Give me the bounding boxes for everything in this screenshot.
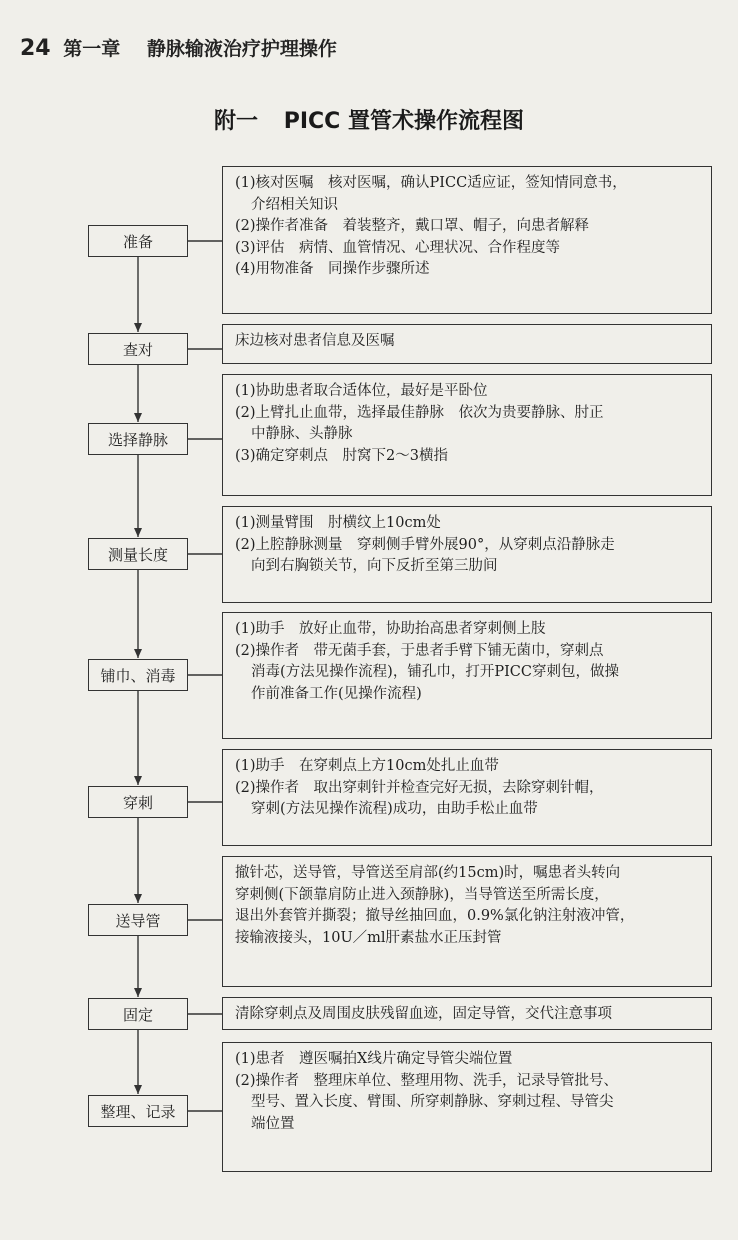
step-label: 测量长度 xyxy=(107,545,168,564)
step-box xyxy=(88,998,188,1030)
step-box xyxy=(88,904,188,936)
step-box xyxy=(88,1095,188,1127)
step-detail-box xyxy=(222,856,712,987)
step-box xyxy=(88,786,188,818)
detail-line: (2)操作者 取出穿刺针并检查完好无损，去除穿刺针帽， xyxy=(235,779,604,796)
detail-line: (3)确定穿刺点 肘窝下2～3横指 xyxy=(235,447,448,464)
step-box xyxy=(88,423,188,455)
detail-line: 床边核对患者信息及医嘱 xyxy=(235,333,395,349)
detail-line: 介绍相关知识 xyxy=(251,196,338,213)
step-box xyxy=(88,659,188,691)
chapter-label: 第一章 xyxy=(63,38,121,60)
step-label: 准备 xyxy=(122,232,153,251)
detail-line: 作前准备工作(见操作流程) xyxy=(251,685,422,702)
detail-line: (1)患者 遵医嘱拍X线片确定导管尖端位置 xyxy=(235,1051,513,1067)
step-label: 查对 xyxy=(122,340,153,359)
step-detail-box xyxy=(222,374,712,496)
detail-line: (4)用物准备 同操作步骤所述 xyxy=(235,261,430,277)
step-detail-box xyxy=(222,997,712,1030)
detail-line: (2)操作者 整理床单位、整理用物、洗手，记录导管批号、 xyxy=(235,1072,619,1089)
detail-line: (2)上臂扎止血带，选择最佳静脉 依次为贵要静脉、肘正 xyxy=(235,404,604,421)
detail-line: 清除穿刺点及周围皮肤残留血迹，固定导管，交代注意事项 xyxy=(235,1006,612,1022)
detail-line: (2)操作者准备 着装整齐，戴口罩、帽子，向患者解释 xyxy=(235,218,590,234)
step-box xyxy=(88,538,188,570)
detail-line: 撤针芯，送导管，导管送至肩部(约15cm)时，嘱患者头转向 xyxy=(235,865,621,881)
detail-line: 端位置 xyxy=(251,1115,295,1132)
detail-line: 向到右胸锁关节，向下反折至第三肋间 xyxy=(251,558,498,574)
page-number: 24 xyxy=(20,36,51,61)
detail-line: 接输液接头，10U／ml肝素盐水正压封管 xyxy=(235,929,502,946)
detail-line: (2)上腔静脉测量 穿刺侧手臂外展90°，从穿刺点沿静脉走 xyxy=(235,536,615,553)
chapter-title: 静脉输液治疗护理操作 xyxy=(146,38,337,60)
step-label: 送导管 xyxy=(115,911,161,930)
detail-line: 消毒(方法见操作流程)，铺孔巾，打开PICC穿刺包，做操 xyxy=(251,664,619,680)
step-box xyxy=(88,333,188,365)
detail-line: 型号、置入长度、臂围、所穿刺静脉、穿刺过程、导管尖 xyxy=(251,1094,614,1110)
step-detail-box xyxy=(222,749,712,846)
detail-line: (2)操作者 带无菌手套，于患者手臂下铺无菌巾，穿刺点 xyxy=(235,642,604,659)
detail-line: (1)助手 在穿刺点上方10cm处扎止血带 xyxy=(235,758,499,774)
detail-line: 穿刺(方法见操作流程)成功，由助手松止血带 xyxy=(251,801,538,817)
step-label: 选择静脉 xyxy=(107,430,168,449)
detail-line: (3)评估 病情、血管情况、心理状况、合作程度等 xyxy=(235,239,561,256)
flowchart-title: PICC 置管术操作流程图 xyxy=(283,109,524,134)
appendix-label: 附一 xyxy=(214,109,259,134)
detail-line: (1)助手 放好止血带，协助抬高患者穿刺侧上肢 xyxy=(235,621,546,637)
detail-line: 穿刺侧(下颌靠肩防止进入颈静脉)，当导管送至所需长度， xyxy=(235,886,609,903)
step-label: 铺巾、消毒 xyxy=(100,666,176,685)
step-detail-box xyxy=(222,506,712,603)
detail-line: (1)核对医嘱 核对医嘱，确认PICC适应证，签知情同意书， xyxy=(235,175,627,191)
step-label: 穿刺 xyxy=(122,793,153,812)
step-detail-box xyxy=(222,1042,712,1172)
detail-line: (1)测量臂围 肘横纹上10cm处 xyxy=(235,515,441,531)
step-label: 整理、记录 xyxy=(100,1102,176,1121)
step-detail-box xyxy=(222,324,712,364)
step-detail-box xyxy=(222,612,712,739)
detail-line: 中静脉、头静脉 xyxy=(251,426,353,442)
step-detail-box xyxy=(222,166,712,314)
detail-line: 退出外套管并撕裂；撤导丝抽回血，0.9%氯化钠注射液冲管， xyxy=(235,908,635,924)
detail-line: (1)协助患者取合适体位，最好是平卧位 xyxy=(235,383,488,399)
step-box xyxy=(88,225,188,257)
step-label: 固定 xyxy=(122,1005,153,1024)
